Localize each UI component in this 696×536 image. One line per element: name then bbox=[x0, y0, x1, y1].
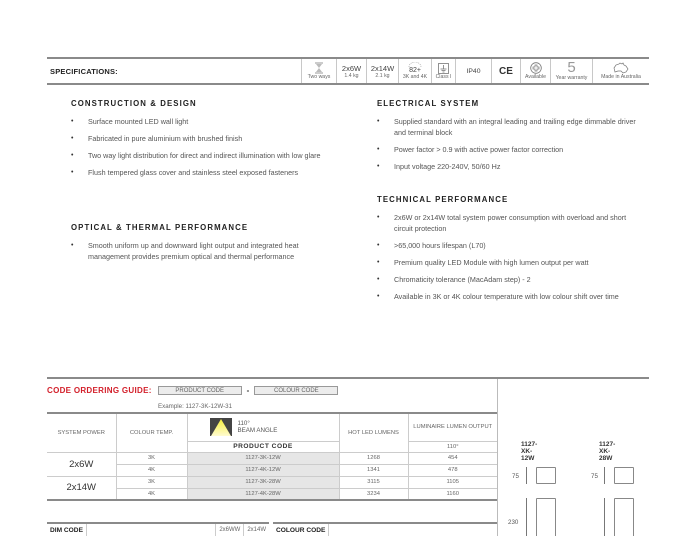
list-item: • Input voltage 220-240V, 50/60 Hz bbox=[377, 162, 639, 173]
electrical-system-list bbox=[377, 117, 639, 172]
header-beam-angle bbox=[187, 413, 339, 441]
code-ordering-guide bbox=[47, 377, 649, 410]
specifications-label: SPECIFICATIONS: bbox=[50, 66, 118, 76]
colour-temp-cell: 4K bbox=[116, 464, 187, 476]
ce-mark-icon: CE bbox=[499, 65, 513, 77]
list-item: • Fabricated in pure aluminium with brushed finish bbox=[71, 134, 326, 145]
side-view-shape bbox=[536, 498, 556, 536]
dim-code-value: 2x6WW bbox=[215, 524, 243, 536]
spec-two-ways-label: Two ways bbox=[307, 74, 331, 80]
luminaire-output-cell: 454 bbox=[408, 452, 497, 464]
spec-class bbox=[431, 59, 455, 83]
spec-2x6w-power: 2x6W bbox=[341, 63, 362, 73]
code-ordering-title: CODE ORDERING GUIDE: bbox=[47, 386, 152, 395]
dim-code-bar bbox=[47, 522, 269, 536]
system-power-cell: 2x6W bbox=[47, 452, 116, 476]
header-hot-led-lumens: HOT LED LUMENS bbox=[339, 413, 408, 452]
product-code-cell: 1127-3K-28W bbox=[187, 476, 339, 488]
colour-temp-cell: 4K bbox=[116, 488, 187, 500]
system-power-cell: 2x14W bbox=[47, 476, 116, 500]
spec-made-in-australia-label: Made in Australia bbox=[601, 74, 641, 80]
list-item: • Available in 3K or 4K colour temperature with low colour shift over time bbox=[377, 292, 639, 303]
spec-cri-value: 82+ bbox=[409, 67, 421, 74]
specifications-bar bbox=[47, 57, 649, 85]
electrical-system-title: ELECTRICAL SYSTEM bbox=[377, 99, 480, 108]
spec-available bbox=[520, 59, 550, 83]
dim-code-label: DIM CODE bbox=[47, 524, 87, 536]
product-code-cell: 1127-4K-28W bbox=[187, 488, 339, 500]
spec-class-label: Class I bbox=[435, 73, 452, 80]
spec-cri bbox=[398, 59, 431, 83]
dimension-model-title: 1127-XK-28W bbox=[599, 441, 616, 462]
luminaire-output-cell: 1160 bbox=[408, 488, 497, 500]
code-example: Example: 1127-3K-12W-31 bbox=[158, 403, 233, 410]
optical-thermal-list bbox=[71, 241, 326, 262]
dim-code-value: 2x14W bbox=[243, 524, 269, 536]
list-item: • Supplied standard with an integral leading and trailing edge dimmable driver and terminal block bbox=[377, 117, 639, 138]
spec-made-in-australia bbox=[592, 59, 649, 83]
list-item: • Chromaticity tolerance (MacAdam step) - 2 bbox=[377, 275, 639, 286]
dim-code-spacer bbox=[87, 524, 215, 536]
spec-2x14w-power: 2x14W bbox=[370, 63, 395, 73]
dimension-line bbox=[526, 498, 527, 536]
vertical-divider bbox=[497, 379, 498, 536]
spec-ip-rating: IP40 bbox=[466, 67, 481, 75]
header-output-angle: 110° bbox=[408, 441, 497, 452]
list-item: • Two way light distribution for direct and indirect illumination with low glare bbox=[71, 151, 326, 162]
list-item: • >65,000 hours lifespan (L70) bbox=[377, 241, 639, 252]
luminaire-output-cell: 478 bbox=[408, 464, 497, 476]
list-item: • Premium quality LED Module with high lumen output per watt bbox=[377, 258, 639, 269]
list-item: • Smooth uniform up and downward light output and integrated heat management provides premium optical and thermal performance bbox=[71, 241, 326, 262]
optical-thermal-title: OPTICAL & THERMAL PERFORMANCE bbox=[71, 223, 249, 232]
colour-code-bar bbox=[273, 522, 497, 536]
dimension-width-label: 75 bbox=[591, 473, 598, 480]
two-way-light-icon bbox=[313, 62, 325, 74]
hot-lumens-cell: 1268 bbox=[339, 452, 408, 464]
header-system-power: SYSTEM POWER bbox=[47, 413, 116, 452]
table-header-row bbox=[47, 413, 497, 441]
list-item: • Flush tempered glass cover and stainless steel exposed fasteners bbox=[71, 168, 326, 179]
table-row bbox=[47, 452, 497, 464]
optical-thermal-section bbox=[71, 223, 326, 269]
product-code-box: PRODUCT CODE bbox=[158, 386, 242, 395]
dimension-model-title: 1127-XK-12W bbox=[521, 441, 538, 462]
table-row bbox=[47, 476, 497, 488]
dimension-height-label: 230 bbox=[508, 519, 519, 526]
spec-warranty bbox=[550, 59, 592, 83]
code-separator: - bbox=[246, 386, 250, 395]
technical-performance-list bbox=[377, 213, 639, 303]
spec-2x14w bbox=[366, 59, 398, 83]
dimension-line bbox=[604, 467, 605, 484]
front-view-shape bbox=[614, 467, 634, 484]
header-luminaire-output: LUMINAIRE LUMEN OUTPUT bbox=[408, 413, 497, 441]
spec-2x14w-weight: 2.1 kg bbox=[375, 72, 390, 79]
spec-2x6w bbox=[336, 59, 366, 83]
spec-cri-label: 3K and 4K bbox=[402, 74, 428, 80]
electrical-system-section bbox=[377, 99, 639, 179]
luminaire-output-cell: 1105 bbox=[408, 476, 497, 488]
construction-design-title: CONSTRUCTION & DESIGN bbox=[71, 99, 197, 108]
spec-available-label: Available bbox=[525, 74, 546, 80]
construction-design-list bbox=[71, 117, 326, 179]
colour-temp-cell: 3K bbox=[116, 476, 187, 488]
spec-ip bbox=[455, 59, 491, 83]
product-code-cell: 1127-4K-12W bbox=[187, 464, 339, 476]
hot-lumens-cell: 3234 bbox=[339, 488, 408, 500]
dimension-width-label: 75 bbox=[512, 473, 519, 480]
spec-ce bbox=[491, 59, 520, 83]
product-code-cell: 1127-3K-12W bbox=[187, 452, 339, 464]
construction-design-section bbox=[71, 99, 326, 185]
dimension-line bbox=[604, 498, 605, 536]
technical-performance-section bbox=[377, 195, 639, 309]
colour-temp-cell: 3K bbox=[116, 452, 187, 464]
warranty-5-icon: 5 bbox=[567, 59, 576, 76]
spec-2x6w-weight: 1.4 kg bbox=[344, 72, 359, 79]
beam-angle-icon bbox=[210, 418, 232, 436]
product-code-table bbox=[47, 412, 497, 501]
list-item: • 2x6W or 2x14W total system power consumption with overload and short circuit protection bbox=[377, 213, 639, 234]
beam-angle-value: 110° bbox=[237, 420, 250, 428]
list-item: • Surface mounted LED wall light bbox=[71, 117, 326, 128]
colour-code-box: COLOUR CODE bbox=[254, 386, 338, 395]
hot-lumens-cell: 1341 bbox=[339, 464, 408, 476]
australia-map-icon bbox=[613, 62, 629, 74]
front-view-shape bbox=[536, 467, 556, 484]
technical-performance-title: TECHNICAL PERFORMANCE bbox=[377, 195, 509, 204]
header-colour-temp: COLOUR TEMP. bbox=[116, 413, 187, 452]
hot-lumens-cell: 3115 bbox=[339, 476, 408, 488]
colour-code-label: COLOUR CODE bbox=[273, 524, 329, 536]
plus-circle-icon bbox=[530, 62, 542, 74]
spec-warranty-label: Year warranty bbox=[555, 75, 588, 81]
spec-two-ways bbox=[301, 59, 336, 83]
header-product-code: PRODUCT CODE bbox=[187, 441, 339, 452]
dimension-line bbox=[526, 467, 527, 484]
earth-ground-icon bbox=[438, 63, 449, 74]
list-item: • Power factor > 0.9 with active power factor correction bbox=[377, 145, 639, 156]
code-ordering-header bbox=[47, 386, 338, 395]
beam-angle-label: BEAM ANGLE bbox=[237, 427, 278, 435]
side-view-shape bbox=[614, 498, 634, 536]
